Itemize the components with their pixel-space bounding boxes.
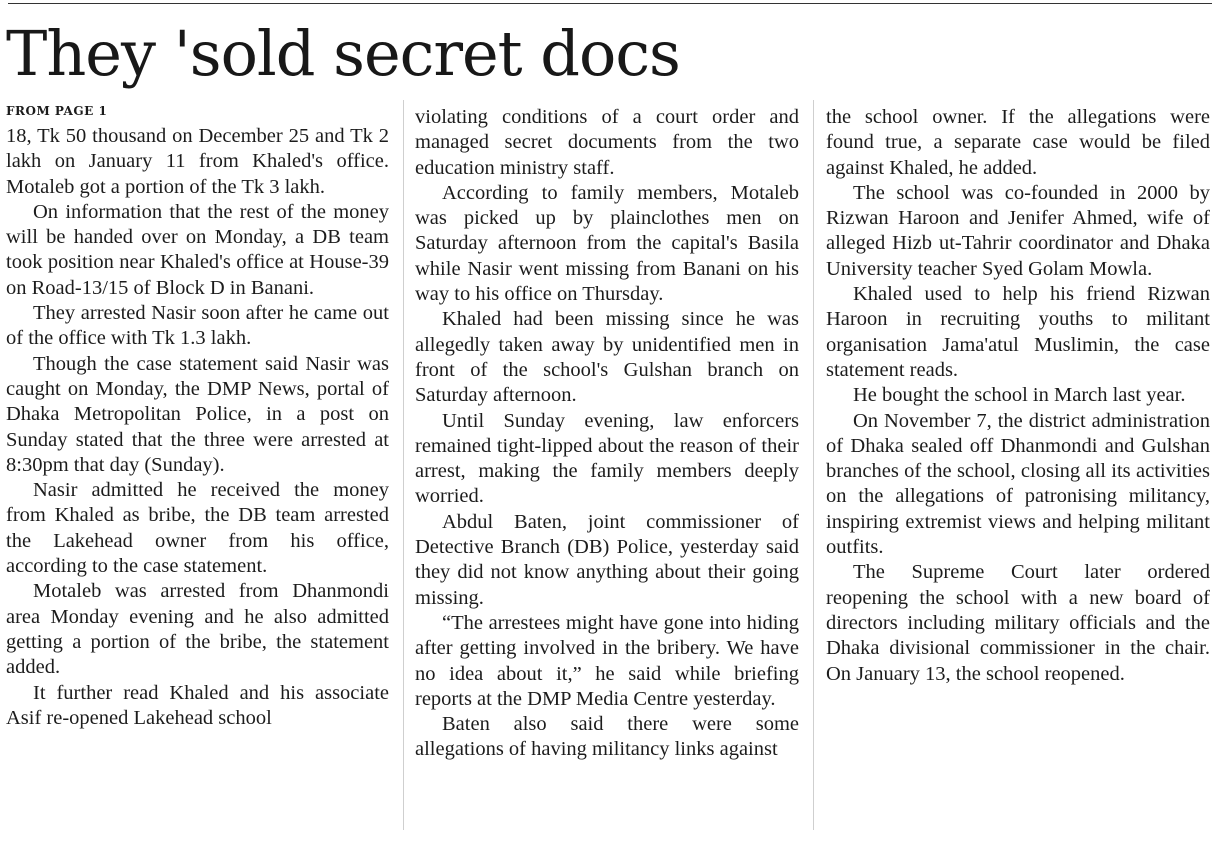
paragraph: The school was co-founded in 2000 by Rizwan Haroon and Jenifer Ahmed, wife of alleged Hizb ut-Tahrir coordinator and Dhaka University teacher Syed Golam Mowla. xyxy=(826,181,1210,280)
paragraph: On November 7, the district administration of Dhaka sealed off Dhanmondi and Gulshan branches of the school, closing all its activities on the allegations of patronising militancy, inspiring extremist views and helping militant outfits. xyxy=(826,409,1210,559)
top-rule xyxy=(8,3,1212,4)
column-rule xyxy=(813,100,814,830)
paragraph: On information that the rest of the money will be handed over on Monday, a DB team took position near Khaled's office at House-39 on Road-13/15 of Block D in Banani. xyxy=(6,200,389,299)
paragraph: Until Sunday evening, law enforcers remained tight-lipped about the reason of their arrest, making the family members deeply worried. xyxy=(415,409,799,508)
column-rule xyxy=(403,100,404,830)
paragraph: The Supreme Court later ordered reopening the school with a new board of directors including military officials and the Dhaka divisional commissioner in the chair. On January 13, the school reopened. xyxy=(826,561,1210,685)
paragraph: Motaleb was arrested from Dhanmondi area Monday evening and he also admitted getting a portion of the bribe, the statement added. xyxy=(6,580,389,679)
jump-label: FROM PAGE 1 xyxy=(6,104,108,118)
paragraph: Khaled used to help his friend Rizwan Haroon in recruiting youths to militant organisation Jama'atul Muslimin, the case statement reads. xyxy=(826,283,1210,381)
paragraph: the school owner. If the allegations were found true, a separate case would be filed against Khaled, he added. xyxy=(826,106,1210,179)
paragraph: violating conditions of a court order and managed secret documents from the two education ministry staff. xyxy=(415,106,799,179)
paragraph: Nasir admitted he received the money from Khaled as bribe, the DB team arrested the Lakehead owner from his office, according to the case statement. xyxy=(6,479,389,578)
paragraph: Baten also said there were some allegations of having militancy links against xyxy=(415,713,799,761)
paragraph: He bought the school in March last year. xyxy=(853,384,1186,407)
paragraph: “The arrestees might have gone into hiding after getting involved in the bribery. We have no idea about it,” he said while briefing reports at the DMP Media Centre yesterday. xyxy=(415,611,799,710)
paragraph: Khaled had been missing since he was allegedly taken away by unidentified men in front of the school's Gulshan branch on Saturday afternoon. xyxy=(415,308,799,407)
paragraph: They arrested Nasir soon after he came out of the office with Tk 1.3 lakh. xyxy=(6,302,389,350)
paragraph: 18, Tk 50 thousand on December 25 and Tk 2 lakh on January 11 from Khaled's office. Motaleb got a portion of the Tk 3 lakh. xyxy=(6,125,389,198)
paragraph: It further read Khaled and his associate Asif re-opened Lakehead school xyxy=(6,681,389,729)
headline: They 'sold secret docs xyxy=(6,17,680,90)
paragraph: Though the case statement said Nasir was caught on Monday, the DMP News, portal of Dhaka Metropolitan Police, in a post on Sunday stated that the three were arrested at 8:30pm that day (Sunday). xyxy=(6,352,389,476)
column-2 xyxy=(415,105,799,835)
column-1 xyxy=(6,124,389,854)
column-3 xyxy=(826,105,1210,835)
paragraph: Abdul Baten, joint commissioner of Detective Branch (DB) Police, yesterday said they did not know anything about their going missing. xyxy=(415,510,799,609)
paragraph: According to family members, Motaleb was picked up by plainclothes men on Saturday afternoon from the capital's Basila while Nasir went missing from Banani on his way to his office on Thursday. xyxy=(415,181,799,306)
